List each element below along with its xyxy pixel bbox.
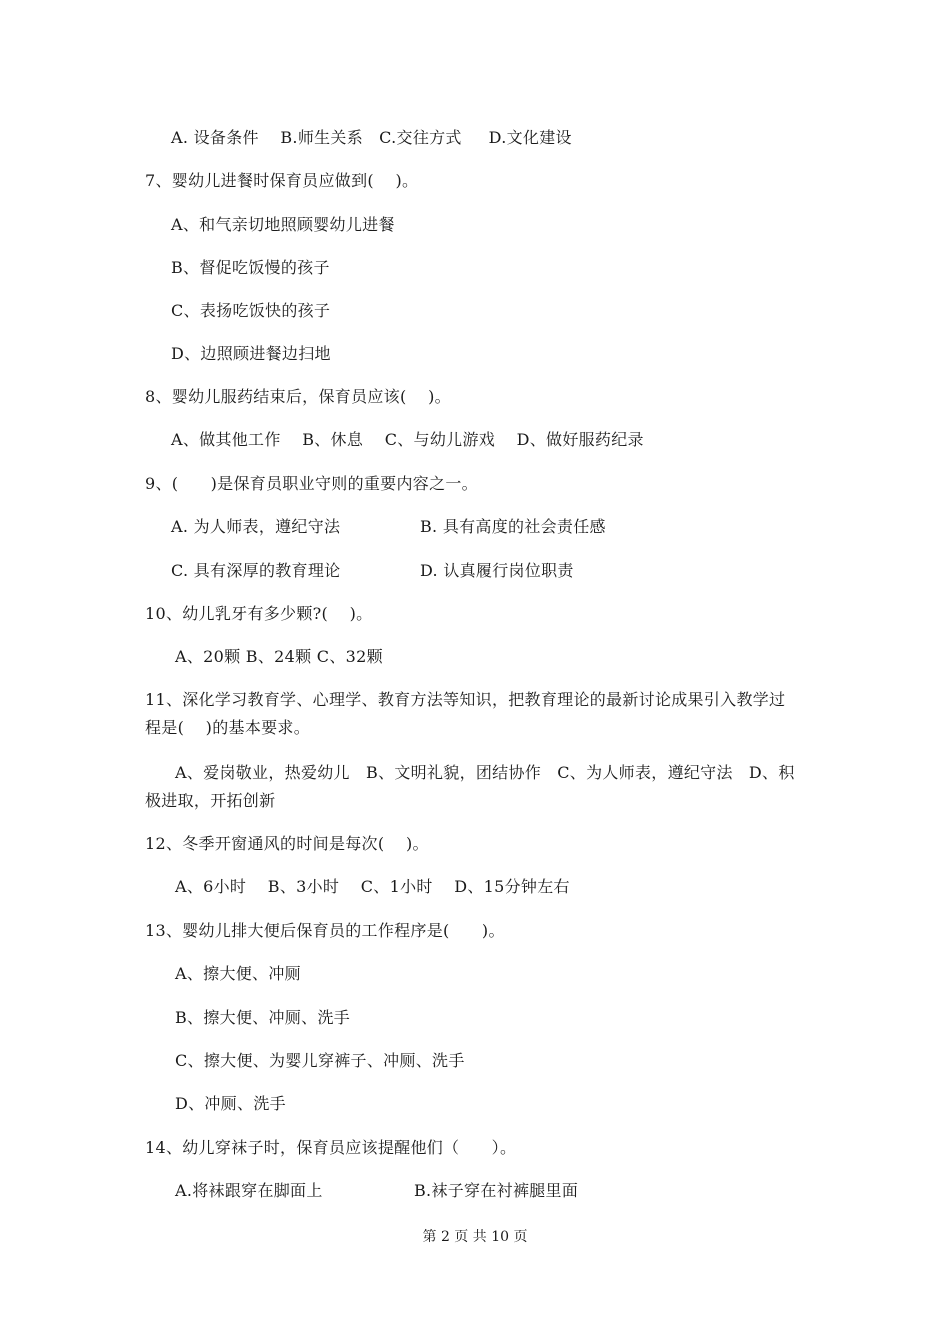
q12-options: A、6小时 B、3小时 C、1小时 D、15分钟左右 (175, 877, 570, 896)
q10-question: 10、幼儿乳牙有多少颗?( )。 (145, 604, 373, 623)
q11-options-line1: A、爱岗敬业，热爱幼儿 B、文明礼貌，团结协作 C、为人师表，遵纪守法 D、积 (175, 763, 795, 782)
q7-option-c: C、表扬吃饭快的孩子 (171, 301, 331, 320)
q9-question: 9、( )是保育员职业守则的重要内容之一。 (145, 474, 478, 493)
q7-option-a: A、和气亲切地照顾婴幼儿进餐 (171, 215, 395, 234)
q9-option-a: A. 为人师表，遵纪守法 (171, 517, 341, 536)
q9-option-d: D. 认真履行岗位职责 (420, 561, 574, 580)
q7-option-b: B、督促吃饭慢的孩子 (171, 258, 330, 277)
q14-option-a: A.将袜跟穿在脚面上 (175, 1181, 323, 1200)
q6-options: A. 设备条件 B.师生关系 C.交往方式 D.文化建设 (171, 128, 572, 147)
q8-question: 8、婴幼儿服药结束后，保育员应该( )。 (145, 387, 451, 406)
q9-option-c: C. 具有深厚的教育理论 (171, 561, 341, 580)
q9-option-b: B. 具有高度的社会责任感 (420, 517, 606, 536)
q11-options-line2: 极进取，开拓创新 (145, 791, 276, 810)
q13-option-c: C、擦大便、为婴儿穿裤子、冲厕、洗手 (175, 1051, 465, 1070)
q13-option-d: D、冲厕、洗手 (175, 1094, 286, 1113)
q13-option-b: B、擦大便、冲厕、洗手 (175, 1008, 351, 1027)
q13-question: 13、婴幼儿排大便后保育员的工作程序是( )。 (145, 921, 505, 940)
page-footer: 第 2 页 共 10 页 (422, 1229, 528, 1245)
q12-question: 12、冬季开窗通风的时间是每次( )。 (145, 834, 429, 853)
q7-question: 7、婴幼儿进餐时保育员应做到( )。 (145, 171, 419, 190)
q8-options: A、做其他工作 B、休息 C、与幼儿游戏 D、做好服药纪录 (171, 430, 644, 449)
q11-question-line1: 11、深化学习教育学、心理学、教育方法等知识，把教育理论的最新讨论成果引入教学过 (145, 690, 786, 709)
q7-option-d: D、边照顾进餐边扫地 (171, 344, 331, 363)
q14-option-b: B.袜子穿在衬裤腿里面 (414, 1181, 579, 1200)
q11-question-line2: 程是( )的基本要求。 (145, 718, 311, 737)
q14-question: 14、幼儿穿袜子时，保育员应该提醒他们（ ）。 (145, 1138, 517, 1157)
q13-option-a: A、擦大便、冲厕 (175, 964, 301, 983)
q10-options: A、20颗 B、24颗 C、32颗 (175, 647, 383, 666)
